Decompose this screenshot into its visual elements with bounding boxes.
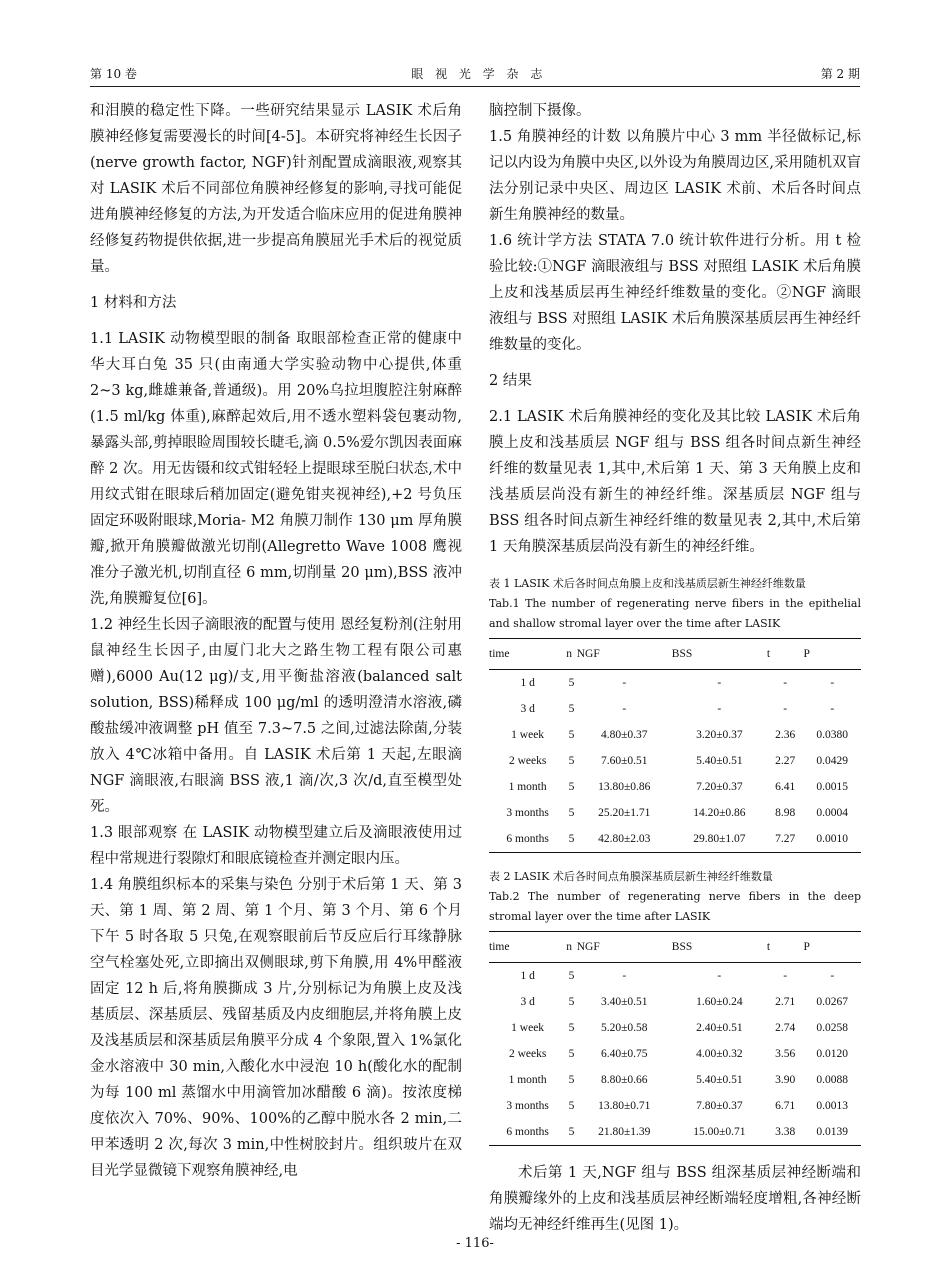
journal-title: 眼 视 光 学 杂 志 xyxy=(411,67,547,81)
table-cell: 6.40±0.75 xyxy=(600,1048,648,1060)
left-column xyxy=(90,98,462,1184)
table-cell: 0.0267 xyxy=(816,996,849,1008)
table-cell: 0.0120 xyxy=(816,1048,849,1060)
table-cell: 0.0010 xyxy=(803,826,861,853)
table-cell: 3 d xyxy=(520,703,535,715)
table-cell: - xyxy=(622,970,627,982)
table-cell: 0.0258 xyxy=(816,1022,849,1034)
table-cell: 2 weeks xyxy=(508,1048,547,1060)
table-row xyxy=(489,1041,861,1067)
paragraph-1-4: 1.4 角膜组织标本的采集与染色 分别于术后第 1 天、第 3 天、第 1 周、第 2 周、第 1 个月、第 3 个月、第 6 个月下午 5 时各取 5 只兔,在观察眼前后节反应后行耳缘静脉空气栓塞处死,立即摘出双侧眼球,剪下角膜,用 4%甲醛液固定 12 h 后,将角膜撕成 3 片,分别标记为角膜上皮及浅基质层、深基质层、残留基质及内皮细胞层,并将角膜上皮及浅基质层和深基质层角膜平分成 4 个象限,置入 1%氯化金水溶液中 30 min,入酸化水中浸泡 10 h(酸化水的配制为每 100 ml 蒸馏水中用滴管加冰醋酸 6 滴)。按浓度梯度依次入 70%、90%、100%的乙醇中脱水各 2 min,二甲苯透明 2 次,每次 3 min,中性树胶封片。组织玻片在双目光学显微镜下观察角膜神经,电 xyxy=(90,877,462,1179)
table-header-cell: t xyxy=(767,932,804,963)
table-cell: 0.0013 xyxy=(816,1100,849,1112)
paragraph-1-5: 1.5 角膜神经的计数 以角膜片中心 3 mm 半径做标记,标记以内设为角膜中央区,以外设为角膜周边区,采用随机双盲法分别记录中央区、周边区 LASIK 术前、术后各时间点新生角膜神经的数量。 xyxy=(489,129,861,223)
table-cell: 0.0015 xyxy=(816,781,849,793)
table-1 xyxy=(489,638,861,853)
issue-label: 第 2 期 xyxy=(820,67,860,81)
table-cell: - xyxy=(783,970,788,982)
table-cell: 7.80±0.37 xyxy=(696,1100,743,1112)
table-header-cell: time xyxy=(489,639,566,670)
table-header-cell: P xyxy=(803,639,861,670)
paragraph-2-1: 2.1 LASIK 术后角膜神经的变化及其比较 LASIK 术后角膜上皮和浅基质层 NGF 组与 BSS 组各时间点新生神经纤维的数量见表 1,其中,术后第 1 天、第 3 天角膜上皮和浅基质层尚没有新生的神经纤维。深基质层 NGF 组与 BSS 组各时间点新生神经纤维的数量见表 2,其中,术后第 1 天角膜深基质层尚没有新生的神经纤维。 xyxy=(489,409,861,555)
table-header-cell: NGF xyxy=(577,639,672,670)
table-2 xyxy=(489,931,861,1146)
table-cell: 1 month xyxy=(508,781,547,793)
table1-caption-cn: 表 1 LASIK 术后各时间点角膜上皮和浅基质层新生神经纤维数量 xyxy=(489,577,806,590)
table2-caption-en: Tab.2 The number of regenerating nerve fibers in the deep stromal layer over the time after LASIK xyxy=(489,890,861,923)
table-cell: 1 week xyxy=(511,1022,545,1034)
table-row xyxy=(489,800,861,826)
intro-paragraph: 和泪膜的稳定性下降。一些研究结果显示 LASIK 术后角膜神经修复需要漫长的时间[4-5]。本研究将神经生长因子(nerve growth factor, NGF)针剂配置成滴眼液,观察其对 LASIK 术后不同部位角膜神经修复的影响,寻找可能促进角膜神经修复的方法,为开发适合临床应用的促进角膜神经修复药物提供依据,进一步提高角膜屈光手术后的视觉质量。 xyxy=(90,103,462,275)
table-row xyxy=(489,1015,861,1041)
table-cell: 0.0088 xyxy=(816,1074,849,1086)
table-cell: 5 xyxy=(568,1022,575,1034)
table-cell: 21.80±1.39 xyxy=(577,1119,672,1146)
table-row xyxy=(489,826,861,853)
paragraph-continued: 脑控制下摄像。 xyxy=(489,103,591,119)
table-cell: 3.56 xyxy=(775,1048,796,1060)
table-header-cell: P xyxy=(803,932,861,963)
table-cell: 2 weeks xyxy=(508,755,547,767)
table-row xyxy=(489,1119,861,1146)
table-cell: 0.0004 xyxy=(816,807,849,819)
table-cell: 5 xyxy=(566,826,576,853)
table-cell: 5 xyxy=(568,781,575,793)
table-cell: 5 xyxy=(568,729,575,741)
table-cell: 2.36 xyxy=(775,729,796,741)
table-cell: 5 xyxy=(566,1119,576,1146)
table-header-cell: t xyxy=(767,639,804,670)
table-cell: - xyxy=(717,703,722,715)
table-row xyxy=(489,748,861,774)
table-cell: 29.80±1.07 xyxy=(672,826,767,853)
table-cell: 6 months xyxy=(489,826,566,853)
table-cell: 0.0139 xyxy=(803,1119,861,1146)
table-cell: - xyxy=(830,970,835,982)
table-row xyxy=(489,722,861,748)
table-cell: 5.40±0.51 xyxy=(696,1074,743,1086)
table2-caption-cn: 表 2 LASIK 术后各时间点角膜深基质层新生神经纤维数量 xyxy=(489,870,773,883)
table-cell: - xyxy=(622,703,627,715)
table-cell: 8.80±0.66 xyxy=(600,1074,648,1086)
table-cell: - xyxy=(830,677,835,689)
table-cell: 1 d xyxy=(520,677,535,689)
paragraph-1-6: 1.6 统计学方法 STATA 7.0 统计软件进行分析。用 t 检验比较:①NGF 滴眼液组与 BSS 对照组 LASIK 术后角膜上皮和浅基质层再生神经纤维数量的变化。②NGF 滴眼液组与 BSS 对照组 LASIK 术后角膜深基质层再生神经纤维数量的变化。 xyxy=(489,233,861,353)
table-cell: 6.71 xyxy=(775,1100,796,1112)
table-cell: 13.80±0.86 xyxy=(598,781,651,793)
paragraph-1-3: 1.3 眼部观察 在 LASIK 动物模型建立后及滴眼液使用过程中常规进行裂隙灯和眼底镜检查并测定眼内压。 xyxy=(90,825,462,867)
right-column xyxy=(489,98,861,1238)
table-cell: - xyxy=(783,677,788,689)
table-cell: 5.40±0.51 xyxy=(696,755,743,767)
table-cell: 5 xyxy=(568,703,575,715)
section-heading-results: 2 结果 xyxy=(489,373,532,389)
table-row xyxy=(489,1093,861,1119)
header-rule xyxy=(90,86,860,87)
table-row xyxy=(489,670,861,697)
table-header-cell: time xyxy=(489,932,566,963)
table-cell: 5 xyxy=(568,1074,575,1086)
table-cell: 42.80±2.03 xyxy=(577,826,672,853)
table-cell: 5 xyxy=(568,970,575,982)
table-cell: 3.20±0.37 xyxy=(696,729,743,741)
table-cell: 5 xyxy=(568,755,575,767)
table-cell: 3 d xyxy=(520,996,535,1008)
table-cell: 4.00±0.32 xyxy=(696,1048,743,1060)
table-cell: - xyxy=(622,677,627,689)
table-cell: 5.20±0.58 xyxy=(600,1022,648,1034)
table-cell: 1 week xyxy=(511,729,545,741)
table-cell: - xyxy=(717,677,722,689)
table-header-cell: BSS xyxy=(672,932,767,963)
volume-label: 第 10 卷 xyxy=(90,67,137,81)
table-cell: 7.20±0.37 xyxy=(696,781,743,793)
table-cell: 2.40±0.51 xyxy=(696,1022,743,1034)
table-row xyxy=(489,963,861,990)
section-heading-methods: 1 材料和方法 xyxy=(90,295,177,311)
running-header xyxy=(90,62,860,82)
page-number: - 116- xyxy=(456,1236,494,1251)
table-cell: - xyxy=(717,970,722,982)
table-cell: 3.38 xyxy=(767,1119,804,1146)
table-cell: 25.20±1.71 xyxy=(598,807,651,819)
table-cell: 7.27 xyxy=(767,826,804,853)
table-cell: 8.98 xyxy=(775,807,796,819)
table-cell: 3.40±0.51 xyxy=(600,996,648,1008)
table-cell: 5 xyxy=(568,807,575,819)
table1-caption-en: Tab.1 The number of regenerating nerve fibers in the epithelial and shallow stromal layer over the time after LASIK xyxy=(489,597,861,630)
table-row xyxy=(489,989,861,1015)
paragraph-1-1: 1.1 LASIK 动物模型眼的制备 取眼部检查正常的健康中华大耳白兔 35 只(由南通大学实验动物中心提供,体重 2~3 kg,雌雄兼备,普通级)。用 20%乌拉坦腹腔注射麻醉(1.5 ml/kg 体重),麻醉起效后,用不透水塑料袋包裹动物,暴露头部,剪掉眼睑周围较长睫毛,滴 0.5%爱尔凯因表面麻醉 2 次。用无齿镊和纹式钳轻轻上提眼球至脱臼状态,术中用纹式钳在眼球后稍加固定(避免钳夹视神经),+2 号负压固定环吸附眼球,Moria- M2 角膜刀制作 130 μm 厚角膜瓣,掀开角膜瓣做激光切削(Allegretto Wave 1008 鹰视准分子激光机,切削直径 6 mm,切削量 20 μm),BSS 液冲洗,角膜瓣复位[6]。 xyxy=(90,331,462,607)
table-header-cell: n xyxy=(566,932,576,963)
paragraph-results-continued: 术后第 1 天,NGF 组与 BSS 组深基质层神经断端和角膜瓣缘外的上皮和浅基质层神经断端轻度增粗,各神经断端均无神经纤维再生(见图 1)。 xyxy=(489,1165,861,1233)
table-cell: 1 month xyxy=(508,1074,547,1086)
table-row xyxy=(489,696,861,722)
paragraph-1-2: 1.2 神经生长因子滴眼液的配置与使用 恩经复粉剂(注射用鼠神经生长因子,由厦门北大之路生物工程有限公司惠赠),6000 Au(12 μg)/支,用平衡盐溶液(balanced salt solution, BSS)稀释成 100 μg/ml 的透明澄清水溶液,磷酸盐缓冲液调整 pH 值至 7.3~7.5 之间,过滤法除菌,分装放入 4℃冰箱中备用。自 LASIK 术后第 1 天起,左眼滴 NGF 滴眼液,右眼滴 BSS 液,1 滴/次,3 次/d,直至模型处死。 xyxy=(90,617,462,815)
table-cell: 15.00±0.71 xyxy=(672,1119,767,1146)
table-cell: 2.74 xyxy=(775,1022,796,1034)
table-cell: 3 months xyxy=(506,1100,549,1112)
table-cell: 1 d xyxy=(520,970,535,982)
table-cell: - xyxy=(830,703,835,715)
table-cell: 5 xyxy=(568,677,575,689)
table-cell: 7.60±0.51 xyxy=(600,755,648,767)
table-cell: 3.90 xyxy=(775,1074,796,1086)
table-cell: 5 xyxy=(568,1048,575,1060)
table-cell: 14.20±0.86 xyxy=(693,807,746,819)
table-cell: 0.0429 xyxy=(816,755,849,767)
table-cell: 3 months xyxy=(506,807,549,819)
table-cell: 1.60±0.24 xyxy=(696,996,743,1008)
table-cell: - xyxy=(783,703,788,715)
table-header-cell: NGF xyxy=(577,932,672,963)
table-cell: 2.71 xyxy=(775,996,796,1008)
table-cell: 6.41 xyxy=(775,781,796,793)
table-cell: 5 xyxy=(568,996,575,1008)
table-cell: 5 xyxy=(568,1100,575,1112)
table-row xyxy=(489,774,861,800)
table-cell: 4.80±0.37 xyxy=(600,729,648,741)
table-cell: 6 months xyxy=(489,1119,566,1146)
table-row xyxy=(489,1067,861,1093)
table-cell: 2.27 xyxy=(775,755,796,767)
table-cell: 13.80±0.71 xyxy=(598,1100,651,1112)
table-header-cell: n xyxy=(566,639,576,670)
table-header-cell: BSS xyxy=(672,639,767,670)
table-cell: 0.0380 xyxy=(816,729,849,741)
